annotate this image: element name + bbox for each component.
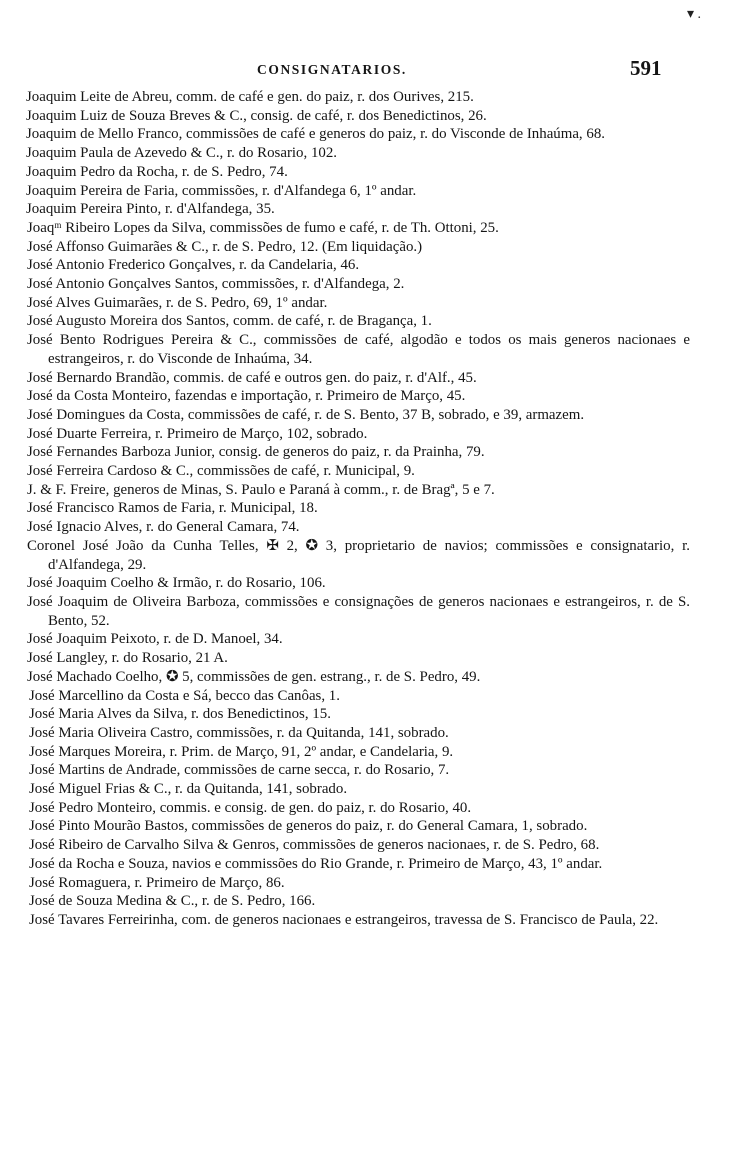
- directory-entry: Joaquim Leite de Abreu, comm. de café e gen. do paiz, r. dos Ourives, 215.: [26, 89, 474, 105]
- directory-entry: Joaquim Luiz de Souza Breves & C., consig. de café, r. dos Benedictinos, 26.: [26, 107, 487, 124]
- directory-entry: José Joaquim Peixoto, r. de D. Manoel, 34.: [27, 631, 283, 648]
- directory-entry: José Augusto Moreira dos Santos, comm. de café, r. de Bragança, 1.: [27, 313, 432, 330]
- directory-entry: José Francisco Ramos de Faria, r. Municipal, 18.: [27, 500, 318, 517]
- directory-entry: Joaquim Pereira Pinto, r. d'Alfandega, 35.: [26, 201, 275, 218]
- directory-entry: José Tavares Ferreirinha, com. de generos nacionaes e estrangeiros, travessa de S. Francisco de Paula, 22.: [29, 911, 659, 928]
- directory-entry: José Fernandes Barboza Junior, consig. de generos do paiz, r. da Prainha, 79.: [27, 444, 485, 461]
- directory-entry: Joaqᵐ Ribeiro Lopes da Silva, commissões de fumo e café, r. de Th. Ottoni, 25.: [27, 219, 499, 236]
- directory-entry: José Marcellino da Costa e Sá, becco das Canôas, 1.: [29, 687, 340, 704]
- running-title: CONSIGNATARIOS.: [257, 62, 407, 77]
- directory-entry: José Ferreira Cardoso & C., commissões de café, r. Municipal, 9.: [27, 463, 415, 480]
- directory-entry: José Langley, r. do Rosario, 21 A.: [27, 650, 228, 667]
- directory-entry: José da Rocha e Souza, navios e commissões do Rio Grande, r. Primeiro de Março, 43, 1º andar.: [29, 855, 603, 872]
- directory-entry: José de Souza Medina & C., r. de S. Pedro, 166.: [29, 893, 316, 910]
- directory-entry: José Bento Rodrigues Pereira & C., commissões de café, algodão e todos os mais generos nacionaes e estrangeiros, r. do Visconde de Inhaúma, 34.: [27, 332, 690, 367]
- directory-entry: José Pinto Mourão Bastos, commissões de generos do paiz, r. do General Camara, 1, sobrado.: [29, 818, 588, 835]
- directory-entry: José Duarte Ferreira, r. Primeiro de Março, 102, sobrado.: [27, 425, 368, 442]
- page-number: 591: [630, 56, 662, 80]
- directory-entry: Joaquim Pedro da Rocha, r. de S. Pedro, 74.: [26, 163, 288, 180]
- directory-entry: José Bernardo Brandão, commis. de café e outros gen. do paiz, r. d'Alf., 45.: [27, 369, 477, 386]
- directory-entry: José Antonio Gonçalves Santos, commissões, r. d'Alfandega, 2.: [27, 276, 405, 293]
- directory-entry: José Maria Oliveira Castro, commissões, r. da Quitanda, 141, sobrado.: [29, 724, 449, 741]
- directory-entry: José Machado Coelho, ✪ 5, commissões de gen. estrang., r. de S. Pedro, 49.: [27, 668, 481, 685]
- directory-entry: José Alves Guimarães, r. de S. Pedro, 69, 1º andar.: [27, 294, 328, 311]
- directory-entry: Joaquim Paula de Azevedo & C., r. do Rosario, 102.: [26, 145, 338, 162]
- corner-mark: ▾ .: [687, 7, 702, 22]
- directory-entry: José Affonso Guimarães & C., r. de S. Pedro, 12. (Em liquidação.): [27, 238, 423, 255]
- directory-entry: José Joaquim de Oliveira Barboza, commissões e consignações de generos nacionaes e estrangeiros, r. de S. Bento, 52.: [27, 593, 690, 629]
- directory-entry: Joaquim de Mello Franco, commissões de café e generos do paiz, r. do Visconde de Inhaúma, 68.: [26, 126, 605, 143]
- directory-entry: Joaquim Pereira de Faria, commissões, r. d'Alfandega 6, 1º andar.: [26, 182, 417, 199]
- directory-entry: José Domingues da Costa, commissões de café, r. de S. Bento, 37 B, sobrado, e 39, armazem.: [27, 406, 585, 423]
- directory-entry: José Marques Moreira, r. Prim. de Março, 91, 2º andar, e Candelaria, 9.: [29, 743, 454, 760]
- directory-entry: José Antonio Frederico Gonçalves, r. da Candelaria, 46.: [27, 257, 360, 274]
- directory-entry: José Martins de Andrade, commissões de carne secca, r. do Rosario, 7.: [29, 762, 450, 779]
- directory-entry: José Ignacio Alves, r. do General Camara, 74.: [27, 519, 300, 536]
- directory-entry: Coronel José João da Cunha Telles, ✠ 2, ✪ 3, proprietario de navios; commissões e consignatario, r. d'Alfandega, 29.: [27, 537, 690, 573]
- directory-entry: José Romaguera, r. Primeiro de Março, 86.: [29, 874, 285, 891]
- directory-entries: [26, 88, 690, 930]
- directory-entry: José Ribeiro de Carvalho Silva & Genros, commissões de generos nacionaes, r. de S. Pedro, 68.: [29, 837, 600, 854]
- directory-entry: José Maria Alves da Silva, r. dos Benedictinos, 15.: [29, 706, 331, 723]
- page-header: [0, 58, 747, 82]
- directory-entry: J. & F. Freire, generos de Minas, S. Paulo e Paraná à comm., r. de Bragª, 5 e 7.: [27, 481, 495, 498]
- directory-entry: José da Costa Monteiro, fazendas e importação, r. Primeiro de Março, 45.: [27, 388, 466, 405]
- directory-entry: José Pedro Monteiro, commis. e consig. de gen. do paiz, r. do Rosario, 40.: [29, 799, 472, 816]
- directory-entry: José Joaquim Coelho & Irmão, r. do Rosario, 106.: [27, 575, 326, 592]
- directory-entry: José Miguel Frias & C., r. da Quitanda, 141, sobrado.: [29, 781, 348, 798]
